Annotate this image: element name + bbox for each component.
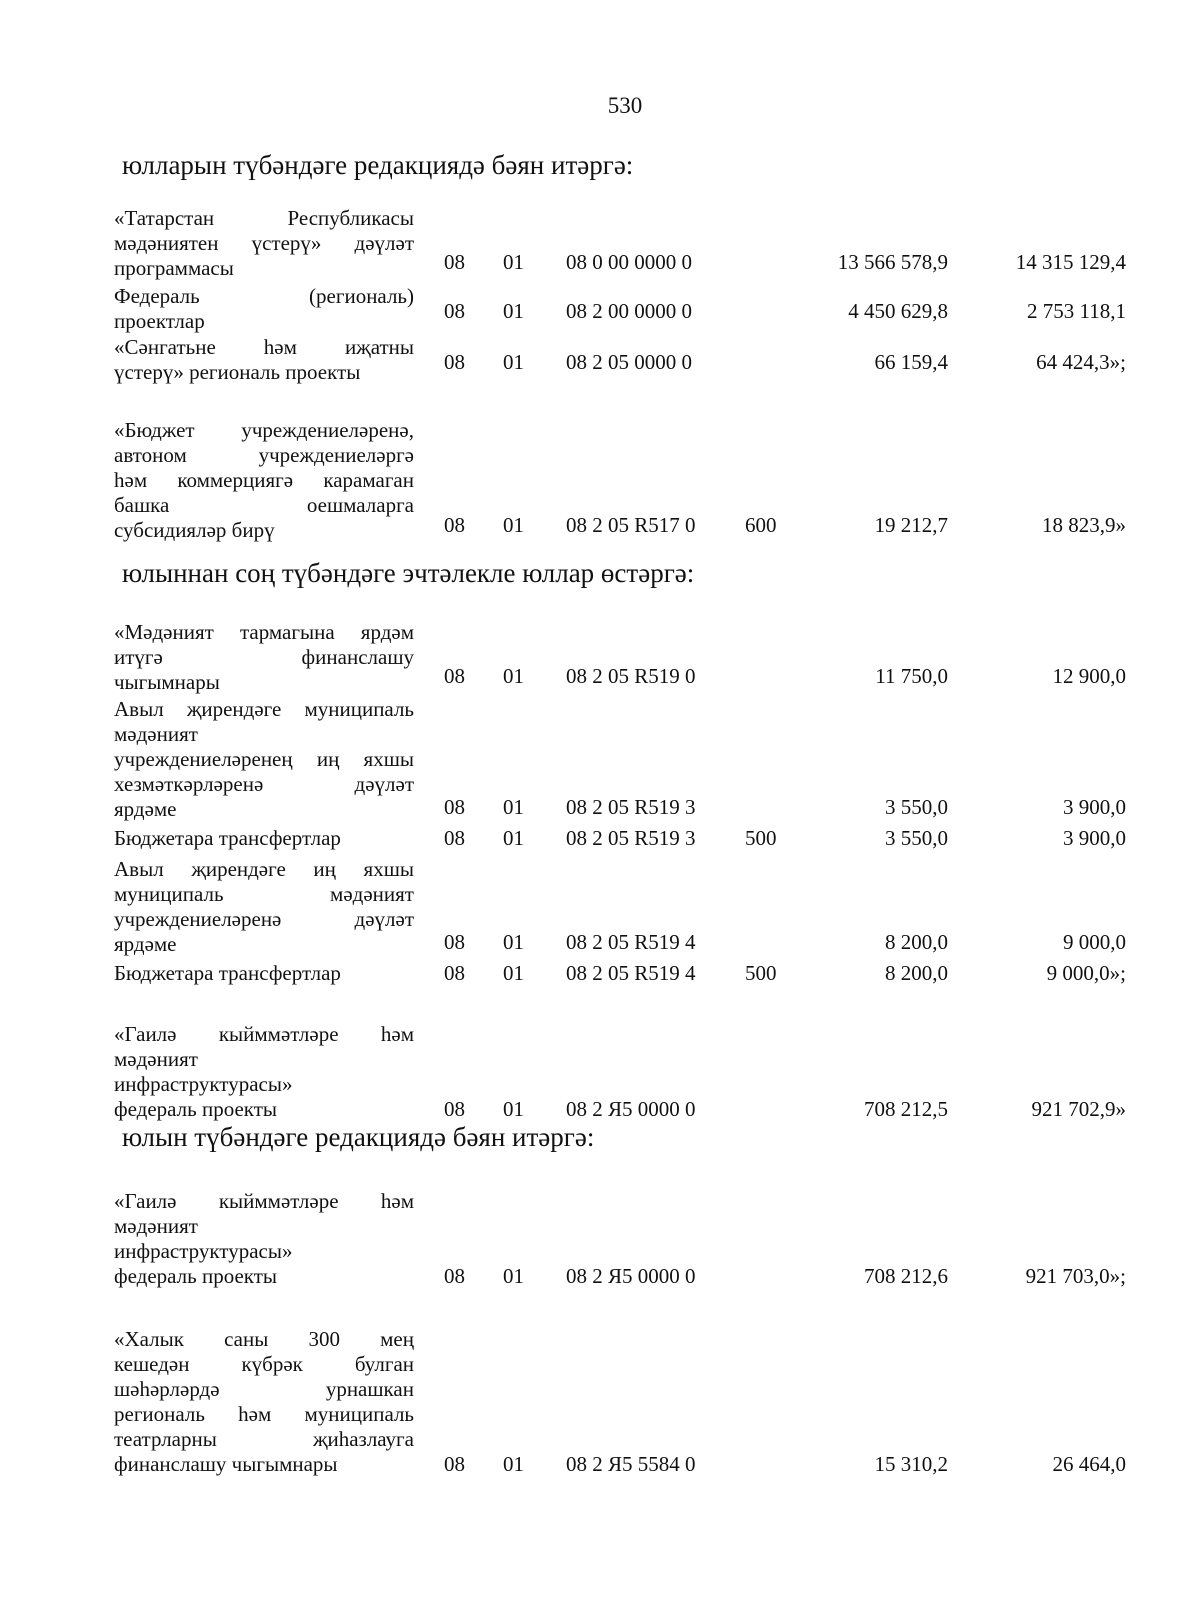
amount-year-2: 921 703,0»; <box>1025 1264 1126 1288</box>
section-code: 08 <box>444 250 465 274</box>
amount-year-2: 64 424,3»; <box>1036 350 1126 374</box>
target-article-code: 08 2 00 0000 0 <box>566 299 692 323</box>
amount-year-1: 15 310,2 <box>874 1452 948 1476</box>
amount-year-2: 9 000,0 <box>1063 930 1126 954</box>
description-line: Авыл җирендәге иң яхшы <box>114 857 414 881</box>
amount-year-1: 4 450 629,8 <box>848 299 948 323</box>
target-article-code: 08 2 05 R517 0 <box>566 513 696 537</box>
target-article-code: 08 2 05 R519 3 <box>566 795 696 819</box>
intro-text-3: юлын түбәндәге редакциядә бәян итәргә: <box>122 1122 595 1152</box>
amount-year-1: 66 159,4 <box>874 350 948 374</box>
description-line: Бюджетара трансфертлар <box>114 961 341 985</box>
description-line: Бюджетара трансфертлар <box>114 826 341 850</box>
target-article-code: 08 2 Я5 0000 0 <box>566 1264 696 1288</box>
description-line: «Мәдәният тармагына ярдәм <box>114 620 414 644</box>
section-code: 08 <box>444 1452 465 1476</box>
description-line: башка оешмаларга <box>114 493 414 517</box>
row-description <box>114 206 414 281</box>
amount-year-2: 921 702,9» <box>1031 1097 1126 1121</box>
intro-text-2: юлыннан соң түбәндәге эчтәлекле юллар өстәргә: <box>122 558 695 588</box>
amount-year-1: 13 566 578,9 <box>837 250 948 274</box>
section-code: 08 <box>444 1097 465 1121</box>
description-line: инфраструктурасы» <box>114 1239 293 1263</box>
intro-text-1: юлларын түбәндәге редакциядә бәян итәргә: <box>122 150 634 180</box>
description-line: «Халык саны 300 мең <box>114 1327 414 1351</box>
amount-year-2: 9 000,0»; <box>1046 961 1126 985</box>
section-code: 08 <box>444 826 465 850</box>
subsection-code: 01 <box>503 1264 524 1288</box>
description-line: учреждениеләренә дәүләт <box>114 907 414 931</box>
subsection-code: 01 <box>503 961 524 985</box>
description-line: федераль проекты <box>114 1097 277 1121</box>
row-description <box>114 1189 414 1289</box>
amount-year-1: 19 212,7 <box>874 513 948 537</box>
amount-year-2: 2 753 118,1 <box>1027 299 1126 323</box>
description-line: учреждениеләренең иң яхшы <box>114 747 414 771</box>
subsection-code: 01 <box>503 1097 524 1121</box>
description-line: Федераль (региональ) <box>114 284 414 308</box>
page-number: 530 <box>607 93 643 118</box>
description-line: федераль проекты <box>114 1264 277 1288</box>
target-article-code: 08 2 05 R519 4 <box>566 961 696 985</box>
description-line: «Татарстан Республикасы <box>114 206 414 230</box>
row-description <box>114 335 414 385</box>
row-description <box>114 857 414 957</box>
target-article-code: 08 2 Я5 0000 0 <box>566 1097 696 1121</box>
description-line: мәдәният <box>114 722 198 746</box>
section-code: 08 <box>444 1264 465 1288</box>
section-code: 08 <box>444 299 465 323</box>
amount-year-2: 3 900,0 <box>1063 826 1126 850</box>
description-line: муниципаль мәдәният <box>114 882 414 906</box>
row-description <box>114 1022 414 1122</box>
section-code: 08 <box>444 930 465 954</box>
subsection-code: 01 <box>503 513 524 537</box>
description-line: инфраструктурасы» <box>114 1072 293 1096</box>
description-line: финанслашу чыгымнары <box>114 1452 338 1476</box>
description-line: шәһәрләрдә урнашкан <box>114 1377 414 1401</box>
amount-year-1: 11 750,0 <box>875 664 948 688</box>
description-line: субсидияләр бирү <box>114 518 275 542</box>
target-article-code: 08 0 00 0000 0 <box>566 250 692 274</box>
description-line: Авыл җирендәге муниципаль <box>114 697 414 721</box>
amount-year-2: 26 464,0 <box>1052 1452 1126 1476</box>
target-article-code: 08 2 05 R519 0 <box>566 664 696 688</box>
amount-year-1: 8 200,0 <box>885 930 948 954</box>
row-description <box>114 620 414 695</box>
description-line: театрларны җиһазлауга <box>114 1427 414 1451</box>
description-line: мәдәният <box>114 1047 198 1071</box>
row-description <box>114 1327 414 1477</box>
description-line: итүгә финанслашу <box>114 645 414 669</box>
description-line: «Гаилә кыйммәтләре һәм <box>114 1189 414 1213</box>
description-line: ярдәме <box>114 932 177 956</box>
description-line: һәм коммерциягә карамаган <box>114 468 414 492</box>
row-description <box>114 826 414 851</box>
amount-year-2: 3 900,0 <box>1063 795 1126 819</box>
amount-year-2: 18 823,9» <box>1042 513 1126 537</box>
description-line: «Гаилә кыйммәтләре һәм <box>114 1022 414 1046</box>
section-code: 08 <box>444 961 465 985</box>
subsection-code: 01 <box>503 299 524 323</box>
subsection-code: 01 <box>503 664 524 688</box>
description-line: мәдәниятен үстерү» дәүләт <box>114 231 414 255</box>
row-description <box>114 697 414 822</box>
amount-year-1: 708 212,6 <box>864 1264 948 1288</box>
section-code: 08 <box>444 350 465 374</box>
section-code: 08 <box>444 513 465 537</box>
subsection-code: 01 <box>503 826 524 850</box>
description-line: проектлар <box>114 309 205 333</box>
expense-type-code: 600 <box>745 513 777 537</box>
description-line: автоном учреждениеләргә <box>114 443 414 467</box>
description-line: региональ һәм муниципаль <box>114 1402 414 1426</box>
amount-year-2: 14 315 129,4 <box>1015 250 1126 274</box>
target-article-code: 08 2 05 R519 3 <box>566 826 696 850</box>
subsection-code: 01 <box>503 795 524 819</box>
row-description <box>114 961 414 986</box>
expense-type-code: 500 <box>745 961 777 985</box>
section-code: 08 <box>444 664 465 688</box>
target-article-code: 08 2 05 0000 0 <box>566 350 692 374</box>
subsection-code: 01 <box>503 1452 524 1476</box>
description-line: программасы <box>114 256 234 280</box>
subsection-code: 01 <box>503 930 524 954</box>
target-article-code: 08 2 Я5 5584 0 <box>566 1452 696 1476</box>
amount-year-1: 3 550,0 <box>885 795 948 819</box>
subsection-code: 01 <box>503 350 524 374</box>
row-description <box>114 418 414 543</box>
description-line: «Сәнгатьне һәм иҗатны <box>114 335 414 359</box>
subsection-code: 01 <box>503 250 524 274</box>
amount-year-2: 12 900,0 <box>1052 664 1126 688</box>
description-line: ярдәме <box>114 797 177 821</box>
amount-year-1: 3 550,0 <box>885 826 948 850</box>
amount-year-1: 708 212,5 <box>864 1097 948 1121</box>
description-line: хезмәткәрләренә дәүләт <box>114 772 414 796</box>
description-line: мәдәният <box>114 1214 198 1238</box>
description-line: кешедән күбрәк булган <box>114 1352 414 1376</box>
description-line: чыгымнары <box>114 670 220 694</box>
row-description <box>114 284 414 334</box>
amount-year-1: 8 200,0 <box>885 961 948 985</box>
section-code: 08 <box>444 795 465 819</box>
description-line: «Бюджет учреждениеләренә, <box>114 418 414 442</box>
target-article-code: 08 2 05 R519 4 <box>566 930 696 954</box>
description-line: үстерү» региональ проекты <box>114 360 361 384</box>
expense-type-code: 500 <box>745 826 777 850</box>
